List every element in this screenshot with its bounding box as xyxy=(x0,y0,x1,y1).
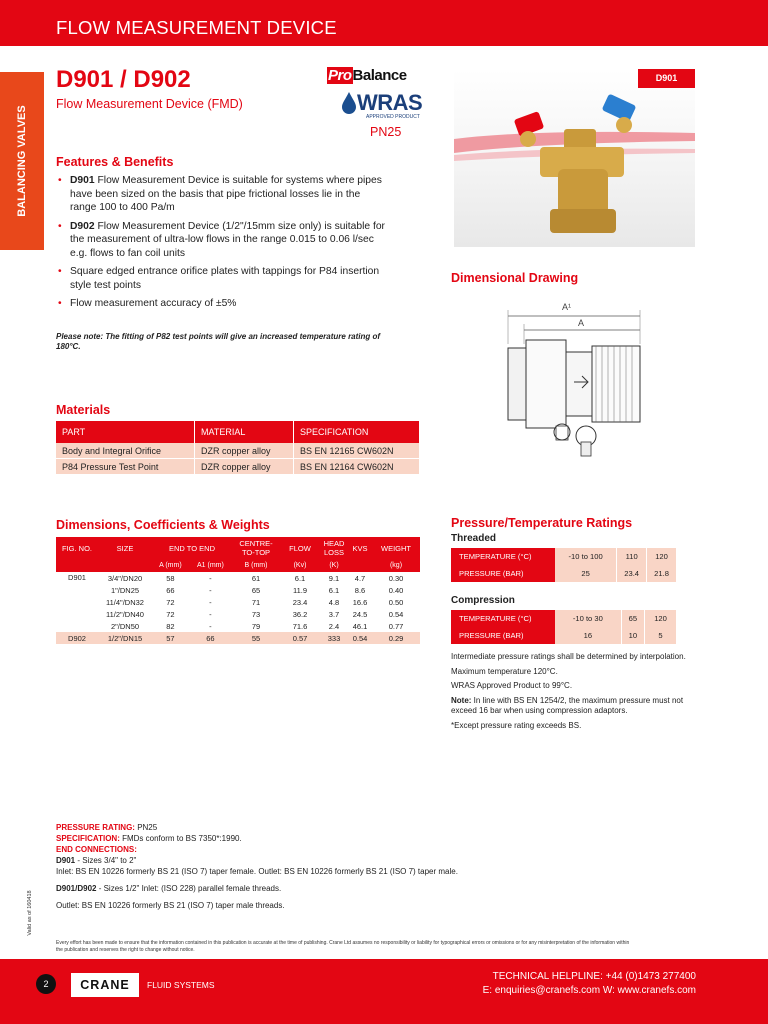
dimensions-table xyxy=(56,537,420,644)
table-row xyxy=(56,620,420,632)
feature-bold-label: D901 xyxy=(70,175,95,186)
table-cell: 57 xyxy=(152,632,189,644)
table-cell: 2.4 xyxy=(320,620,348,632)
page-number: 2 xyxy=(36,974,56,994)
wras-drop-icon xyxy=(342,92,356,114)
table-cell: 0.50 xyxy=(372,596,420,608)
table-cell: 72 xyxy=(152,596,189,608)
feature-text: Flow Measurement Device (1/2"/15mm size only) is suitable for the measurement of ultra-low flows in the range 0.015 to 0.06 l/sec e.g. flows to fan coil units xyxy=(70,220,385,259)
table-row xyxy=(451,565,677,582)
table-cell: BS EN 12165 CW602N xyxy=(294,443,420,459)
table-row xyxy=(56,584,420,596)
table-cell: 71 xyxy=(232,596,280,608)
table-row xyxy=(451,610,677,627)
table-cell: - xyxy=(189,620,232,632)
subcol-a: A (mm) xyxy=(152,559,189,572)
table-cell: 4.8 xyxy=(320,596,348,608)
features-heading: Features & Benefits xyxy=(56,155,174,169)
table-cell: 9.1 xyxy=(320,572,348,584)
table-cell: 0.54 xyxy=(372,608,420,620)
table-cell: 71.6 xyxy=(280,620,320,632)
features-note: Please note: The fitting of P82 test points will give an increased temperature rating of 180°C. xyxy=(56,332,381,351)
email-website: E: enquiries@cranefs.com W: www.cranefs.com xyxy=(482,985,696,996)
table-cell: 0.40 xyxy=(372,584,420,596)
table-cell: Body and Integral Orifice xyxy=(56,443,195,459)
col-centre-to-top: CENTRE-TO-TOP xyxy=(232,537,280,559)
dimension-label-a: A xyxy=(578,318,585,328)
d902-text: - Sizes 1/2" Inlet: (ISO 228) parallel female threads. xyxy=(96,884,282,893)
note-line xyxy=(451,696,701,717)
threaded-label: Threaded xyxy=(451,533,497,544)
table-cell: - xyxy=(189,596,232,608)
product-photo-badge: D901 xyxy=(638,69,695,88)
fig-no-cell: D902 xyxy=(56,632,98,644)
dimension-label-a1: A¹ xyxy=(562,302,571,312)
table-cell: 16 xyxy=(555,627,621,644)
table-cell: 3/4"/DN20 xyxy=(98,572,152,584)
specification-value: FMDs conform to BS 7350*:1990. xyxy=(119,834,242,843)
col-size: SIZE xyxy=(98,537,152,559)
page-heading: FLOW MEASUREMENT DEVICE xyxy=(56,17,337,38)
dimensions-header-row xyxy=(56,537,420,559)
table-cell: 72 xyxy=(152,608,189,620)
probalance-balance: Balance xyxy=(352,67,407,84)
table-cell: -10 to 30 xyxy=(555,610,621,627)
dimensional-drawing xyxy=(488,296,658,466)
table-cell: 120 xyxy=(647,548,677,565)
table-row xyxy=(56,596,420,608)
end-connections-heading: END CONNECTIONS: xyxy=(56,845,137,854)
wras-subtext: APPROVED PRODUCT xyxy=(366,114,420,120)
blank-cell xyxy=(56,559,98,572)
wras-logo xyxy=(342,90,422,124)
table-cell: 24.5 xyxy=(348,608,372,620)
table-cell: 3.7 xyxy=(320,608,348,620)
table-cell: 6.1 xyxy=(320,584,348,596)
table-cell: 8.6 xyxy=(348,584,372,596)
note-text: In line with BS EN 1254/2, the maximum pressure must not exceed 16 bar when using compression adaptors. xyxy=(451,695,684,715)
col-end-to-end: END TO END xyxy=(152,537,232,559)
drawing-heading: Dimensional Drawing xyxy=(451,271,579,285)
product-subtitle: Flow Measurement Device (FMD) xyxy=(56,97,243,111)
table-cell: P84 Pressure Test Point xyxy=(56,459,195,475)
crane-logo: CRANE xyxy=(71,973,139,997)
table-cell: 0.77 xyxy=(372,620,420,632)
side-tab-label: BALANCING VALVES xyxy=(16,105,28,217)
table-cell: 1"/DN25 xyxy=(98,584,152,596)
table-cell: 23.4 xyxy=(280,596,320,608)
table-cell: - xyxy=(189,572,232,584)
specification-label: SPECIFICATION: xyxy=(56,834,120,843)
feature-text: Square edged entrance orifice plates with tappings for P84 insertion style test points xyxy=(70,266,380,291)
table-cell: 0.57 xyxy=(280,632,320,644)
valve-photo-illustration xyxy=(454,69,695,247)
product-photo xyxy=(454,69,695,247)
table-cell: 25 xyxy=(555,565,617,582)
temperature-label: TEMPERATURE (°C) xyxy=(451,610,555,627)
table-cell: DZR copper alloy xyxy=(195,459,294,475)
table-cell: 110 xyxy=(617,548,647,565)
table-cell: 79 xyxy=(232,620,280,632)
table-cell: 0.54 xyxy=(348,632,372,644)
table-cell: 0.30 xyxy=(372,572,420,584)
d901-inlet-line: Inlet: BS EN 10226 formerly BS 21 (ISO 7) taper female. Outlet: BS EN 10226 formerly BS 21 (ISO 7) taper male. xyxy=(56,867,458,876)
wras-text: WRAS xyxy=(357,90,423,115)
feature-text: Flow measurement accuracy of ±5% xyxy=(70,298,237,309)
version-note: Valid as of 160418 xyxy=(27,890,33,936)
probalance-pro: Pro xyxy=(328,67,352,84)
subcol-k: (K) xyxy=(320,559,348,572)
table-cell: 36.2 xyxy=(280,608,320,620)
pressure-rating-label: PRESSURE RATING: xyxy=(56,823,135,832)
table-cell: 66 xyxy=(152,584,189,596)
pressure-rating-line xyxy=(56,822,696,833)
table-cell: - xyxy=(189,608,232,620)
materials-table xyxy=(56,421,420,475)
table-cell: 73 xyxy=(232,608,280,620)
end-connections-label xyxy=(56,844,696,855)
table-row xyxy=(56,608,420,620)
col-weight: WEIGHT xyxy=(372,537,420,559)
table-row xyxy=(56,443,420,459)
table-cell: 46.1 xyxy=(348,620,372,632)
compression-ratings-table xyxy=(451,610,677,644)
col-flow: FLOW xyxy=(280,537,320,559)
table-cell: 11/2"/DN40 xyxy=(98,608,152,620)
materials-heading: Materials xyxy=(56,403,111,417)
division-name: FLUID SYSTEMS xyxy=(147,980,215,990)
d901-connections-line xyxy=(56,855,696,866)
product-specification-notes xyxy=(56,822,696,911)
col-material: MATERIAL xyxy=(195,421,294,443)
table-cell: 11/4"/DN32 xyxy=(98,596,152,608)
table-row xyxy=(56,632,420,644)
table-cell: 1/2"/DN15 xyxy=(98,632,152,644)
d902-connections-line xyxy=(56,883,696,894)
table-cell: 82 xyxy=(152,620,189,632)
table-cell: 5 xyxy=(645,627,677,644)
d902-outlet-line: Outlet: BS EN 10226 formerly BS 21 (ISO 7) taper male threads. xyxy=(56,901,285,910)
d901-bold: D901 xyxy=(56,856,76,865)
subcol-kg: (kg) xyxy=(372,559,420,572)
note-line: Maximum temperature 120°C. xyxy=(451,666,558,676)
table-cell: 23.4 xyxy=(617,565,647,582)
table-cell: -10 to 100 xyxy=(555,548,617,565)
table-cell: 55 xyxy=(232,632,280,644)
table-cell: BS EN 12164 CW602N xyxy=(294,459,420,475)
pressure-nominal: PN25 xyxy=(370,125,402,139)
feature-item xyxy=(56,174,386,215)
threaded-ratings-table xyxy=(451,548,677,582)
materials-header-row xyxy=(56,421,420,443)
dimensional-drawing-svg xyxy=(488,296,658,466)
table-cell: DZR copper alloy xyxy=(195,443,294,459)
feature-text: Flow Measurement Device is suitable for systems where pipes have been sized on the basis that pipe frictional losses lie in the range 100 to 400 Pa/m xyxy=(70,175,382,213)
table-row xyxy=(451,548,677,565)
features-list xyxy=(56,174,386,316)
table-row xyxy=(56,572,420,584)
d902-bold: D901/D902 xyxy=(56,884,97,893)
compression-label: Compression xyxy=(451,595,515,606)
table-cell: 120 xyxy=(645,610,677,627)
col-specification: SPECIFICATION xyxy=(294,421,420,443)
feature-item xyxy=(56,265,386,292)
technical-helpline: TECHNICAL HELPLINE: +44 (0)1473 277400 xyxy=(492,971,696,982)
col-part: PART xyxy=(56,421,195,443)
d901-text: - Sizes 3/4" to 2" xyxy=(75,856,137,865)
subcol-b: B (mm) xyxy=(232,559,280,572)
blank-cell xyxy=(348,559,372,572)
probalance-logo xyxy=(327,67,407,84)
table-cell: 61 xyxy=(232,572,280,584)
disclaimer: Every effort has been made to ensure that the information contained in this publication is accurate at the time of publishing. Crane Ltd assumes no responsibility or liability for typographical errors or omissions or for any misinterpretation of the information within the publication and reserves the right to change without notice. xyxy=(56,940,630,953)
feature-item xyxy=(56,297,386,311)
fig-no-cell: D901 xyxy=(56,572,98,632)
pressure-label: PRESSURE (BAR) xyxy=(451,565,555,582)
temperature-label: TEMPERATURE (°C) xyxy=(451,548,555,565)
table-cell: 58 xyxy=(152,572,189,584)
dimensions-heading: Dimensions, Coefficients & Weights xyxy=(56,518,270,532)
col-head-loss: HEAD LOSS xyxy=(320,537,348,559)
table-cell: - xyxy=(189,584,232,596)
table-cell: 4.7 xyxy=(348,572,372,584)
dimensions-subheader-row xyxy=(56,559,420,572)
product-title: D901 / D902 xyxy=(56,66,191,93)
header-bar xyxy=(0,0,768,46)
table-cell: 10 xyxy=(621,627,644,644)
contact-info xyxy=(483,970,696,998)
note-line: WRAS Approved Product to 99°C. xyxy=(451,681,573,690)
pressure-rating-value: PN25 xyxy=(134,823,158,832)
side-section-tab xyxy=(0,72,44,250)
table-cell: 333 xyxy=(320,632,348,644)
col-kvs: KVS xyxy=(348,537,372,559)
pressure-temp-heading: Pressure/Temperature Ratings xyxy=(451,516,633,530)
table-cell: 21.8 xyxy=(647,565,677,582)
table-cell: 2"/DN50 xyxy=(98,620,152,632)
table-cell: 66 xyxy=(189,632,232,644)
pressure-label: PRESSURE (BAR) xyxy=(451,627,555,644)
table-cell: 16.6 xyxy=(348,596,372,608)
pressure-temp-notes xyxy=(451,652,701,731)
subcol-a1: A1 (mm) xyxy=(189,559,232,572)
note-line: *Except pressure rating exceeds BS. xyxy=(451,720,582,730)
table-row xyxy=(451,627,677,644)
table-cell: 6.1 xyxy=(280,572,320,584)
subcol-kv: (Kv) xyxy=(280,559,320,572)
table-cell: 11.9 xyxy=(280,584,320,596)
table-row xyxy=(56,459,420,475)
table-cell: 65 xyxy=(621,610,644,627)
col-fig-no: FIG. NO. xyxy=(56,537,98,559)
note-line: Intermediate pressure ratings shall be determined by interpolation. xyxy=(451,652,686,661)
note-bold: Note: xyxy=(451,695,472,705)
feature-bold-label: D902 xyxy=(70,220,95,232)
blank-cell xyxy=(98,559,152,572)
table-cell: 65 xyxy=(232,584,280,596)
specification-line xyxy=(56,833,696,844)
table-cell: 0.29 xyxy=(372,632,420,644)
feature-item xyxy=(56,220,386,261)
